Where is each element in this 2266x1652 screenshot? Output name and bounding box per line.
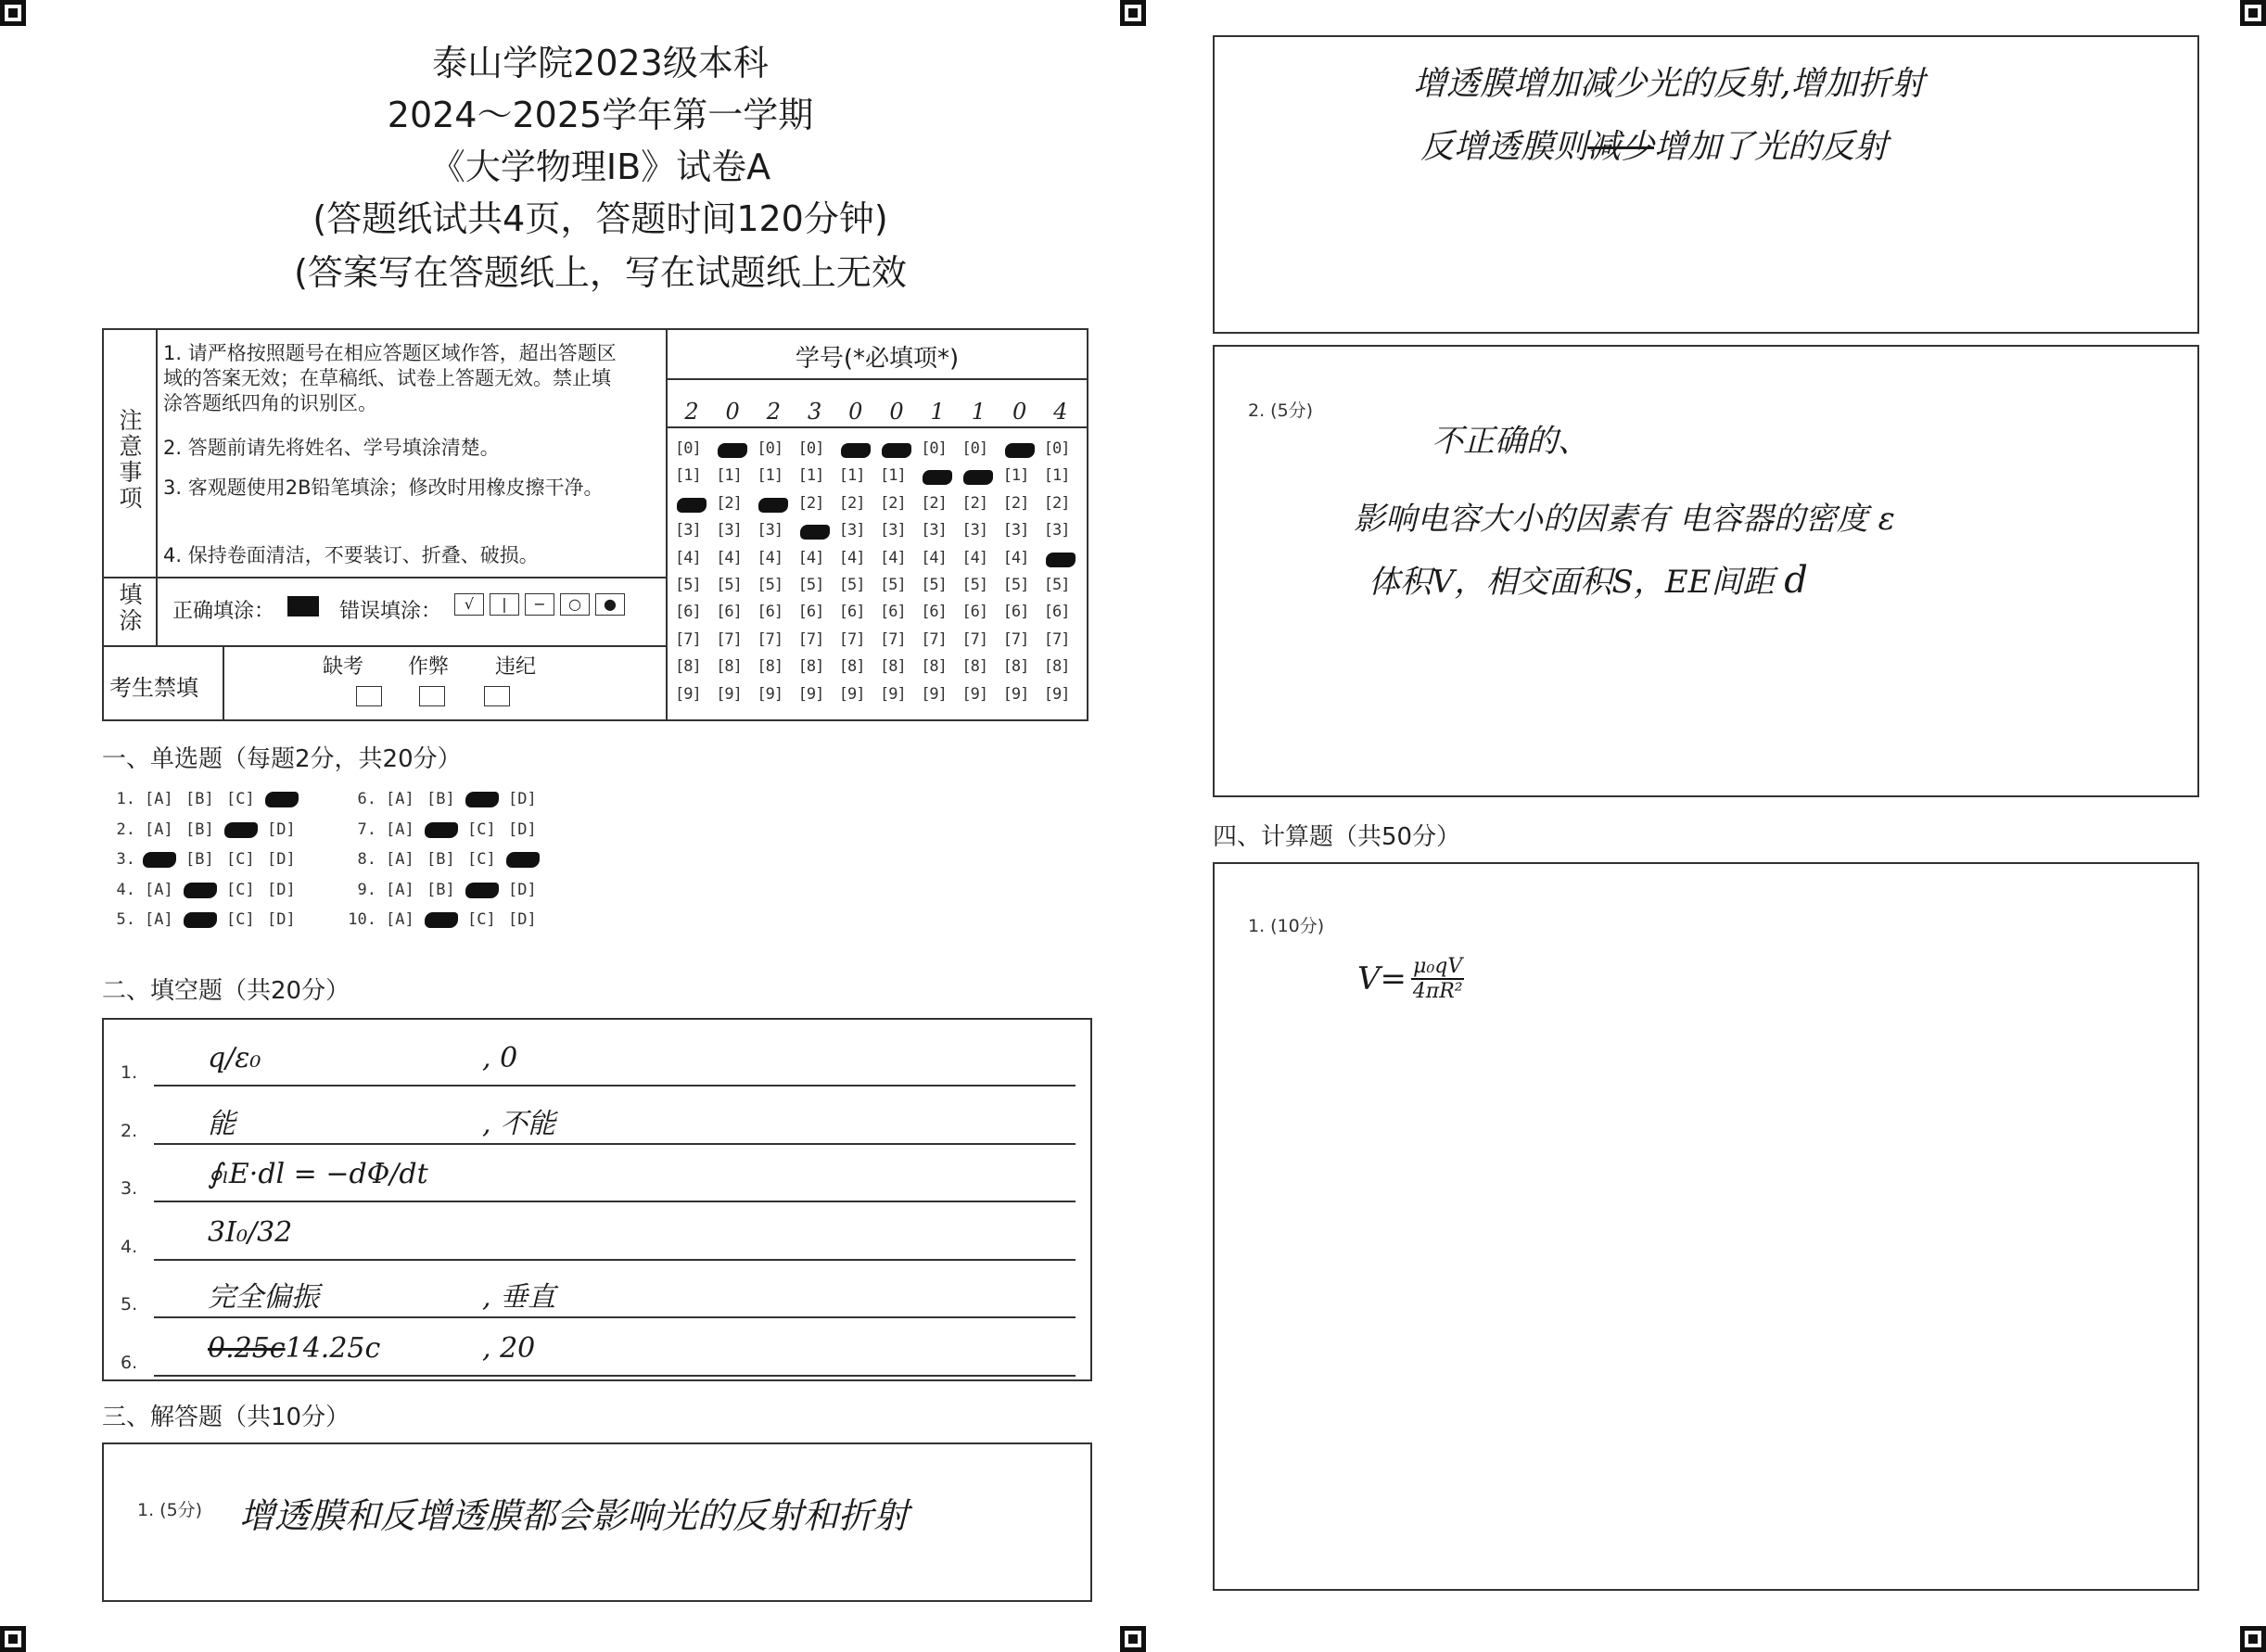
choice-question-number: 1. — [116, 790, 135, 808]
blank-underline — [154, 1143, 1076, 1145]
student-id-digit: 1 — [971, 399, 987, 425]
student-id-bubble[interactable]: [8] — [921, 657, 947, 677]
formula-numerator: μ₀qV — [1413, 955, 1463, 978]
header-line1: 泰山学院2023级本科 — [432, 43, 769, 83]
student-id-bubble[interactable]: [3] — [838, 521, 865, 540]
choice-option-bubble[interactable]: [D] — [508, 790, 537, 808]
choice-option-bubble[interactable] — [185, 881, 226, 899]
student-id-bubble[interactable]: [9] — [675, 684, 701, 704]
q2-line2-text: 影响电容大小的因素有 电容器的密度 — [1354, 501, 1868, 538]
student-id-bubble[interactable]: [6] — [961, 603, 988, 622]
corner-marker-top-mid — [1120, 0, 1146, 26]
student-id-digit: 0 — [848, 399, 863, 425]
choice-question-row — [343, 881, 549, 899]
student-id-bubble[interactable]: [5] — [1043, 576, 1070, 594]
student-id-bubble[interactable]: [3] — [675, 521, 701, 540]
choice-question-row — [102, 790, 308, 808]
choice-option-bubble[interactable] — [467, 790, 508, 808]
blank-answer-a — [208, 1158, 428, 1190]
choice-option-bubble[interactable]: [D] — [267, 910, 296, 929]
student-id-bubble[interactable]: [0] — [961, 439, 988, 458]
choice-option-bubble[interactable]: [D] — [508, 820, 537, 839]
student-id-bubble[interactable]: [0] — [1043, 439, 1070, 458]
student-id-title: 学号(*必填项*) — [795, 345, 960, 373]
box1-line2-tail: 增加了光的反射 — [1654, 128, 1889, 166]
student-id-bubble[interactable]: [7] — [838, 629, 865, 649]
choice-option-bubble[interactable]: [A] — [145, 880, 173, 899]
student-id-bubble[interactable]: [3] — [880, 521, 906, 540]
student-id-bubble[interactable]: [3] — [757, 521, 783, 540]
notice-item-4: 4. 保持卷面清洁，不要装订、折叠、破损。 — [163, 544, 539, 566]
prohibit-absent-box[interactable] — [356, 686, 382, 706]
student-id-bubble[interactable]: [6] — [757, 603, 783, 622]
student-id-bubble[interactable]: [8] — [1002, 657, 1029, 677]
blank-answer-a-text: 能 — [208, 1107, 236, 1140]
student-id-digit: 4 — [1053, 399, 1068, 425]
choice-question-number: 3. — [116, 850, 135, 869]
student-id-bubble[interactable]: [8] — [757, 657, 783, 677]
box1-line2-struck: 减少 — [1587, 128, 1655, 166]
choice-question-row — [102, 910, 308, 929]
blank-answer-a — [208, 1100, 236, 1141]
corner-marker-top-left — [0, 0, 26, 26]
choice-option-bubble[interactable]: [A] — [386, 880, 414, 899]
choice-option-bubble[interactable]: [D] — [267, 880, 296, 899]
student-id-bubble[interactable]: [1] — [880, 466, 906, 486]
student-id-bubble[interactable] — [961, 466, 987, 485]
student-id-bubble[interactable]: [0] — [797, 439, 824, 458]
blank-answer-b: , 0 — [482, 1042, 518, 1074]
student-id-bubble[interactable]: [5] — [838, 576, 865, 594]
choice-question-row — [102, 850, 308, 869]
choice-option-bubble[interactable] — [226, 820, 267, 839]
student-id-bubble[interactable]: [6] — [921, 603, 947, 622]
blank-answer-a-text: 3I₀/32 — [208, 1215, 293, 1249]
choice-question-number: 9. — [357, 880, 376, 899]
blank-answer-a-text: 14.25c — [285, 1331, 381, 1365]
student-id-bubble[interactable]: [6] — [716, 603, 742, 622]
choice-option-bubble[interactable]: [A] — [386, 910, 414, 929]
student-id-bubble[interactable]: [6] — [675, 603, 701, 622]
student-id-bubble[interactable]: [5] — [797, 576, 824, 594]
student-id-bubble[interactable]: [8] — [838, 657, 865, 677]
q2-line3-text: 体积V，相交面积S，EE间距 — [1369, 564, 1775, 601]
corner-marker-bottom-right — [2240, 1626, 2266, 1652]
blank-answer-b: , 20 — [482, 1331, 536, 1365]
student-id-bubble[interactable] — [1003, 439, 1029, 458]
choice-option-bubble[interactable]: [C] — [226, 850, 255, 869]
student-id-bubble[interactable]: [7] — [675, 629, 701, 649]
choice-question-row — [343, 910, 549, 929]
section-single-choice: 一、单选题（每题2分，共20分） — [102, 745, 462, 773]
wrong-fill-label: 错误填涂： — [339, 600, 442, 623]
blank-answer-a-text: 完全偏振 — [208, 1281, 319, 1314]
box1-line2-text: 反增透膜则 — [1420, 128, 1588, 166]
q2-line3-tail: d — [1784, 559, 1808, 602]
student-id-bubble[interactable]: [9] — [838, 684, 865, 704]
student-id-digit: 2 — [766, 399, 782, 425]
student-id-bubble[interactable]: [9] — [1043, 684, 1070, 704]
prohibit-violation: 违纪 — [495, 655, 537, 679]
choice-option-bubble[interactable]: [B] — [185, 820, 214, 839]
student-id-bubble[interactable]: [1] — [1002, 466, 1029, 486]
q2-line2-tail: ε — [1878, 501, 1895, 538]
header-line5: (答案写在答题纸上，写在试题纸上无效 — [294, 252, 907, 293]
choice-question-row — [343, 820, 549, 839]
blank-number: 3. — [121, 1178, 138, 1199]
choice-option-bubble[interactable] — [267, 790, 308, 808]
student-id-bubble[interactable]: [1] — [797, 466, 824, 486]
choice-option-bubble[interactable]: [B] — [185, 850, 214, 869]
student-id-bubble[interactable]: [2] — [961, 493, 988, 513]
calc-formula — [1357, 955, 1464, 1003]
choice-question-number: 4. — [116, 880, 135, 899]
section-short-answer: 三、解答题（共10分） — [102, 1404, 350, 1431]
header-line4: (答题纸试共4页，答题时间120分钟) — [312, 198, 888, 239]
corner-marker-bottom-left — [0, 1626, 26, 1652]
notice-item-3: 3. 客观题使用2B铅笔填涂；修改时用橡皮擦干净。 — [163, 477, 604, 499]
student-id-bubble[interactable]: [9] — [880, 684, 906, 704]
blank-number: 5. — [121, 1294, 138, 1315]
choice-option-bubble[interactable] — [426, 820, 467, 839]
calc-q1-num: 1. (10分) — [1248, 916, 1325, 936]
wrong-mark-dot: ● — [595, 593, 625, 616]
choice-question-number: 8. — [357, 850, 376, 869]
section-calculation: 四、计算题（共50分） — [1213, 823, 1461, 851]
correct-fill-sample — [287, 596, 319, 616]
student-id-bubble[interactable]: [5] — [675, 576, 701, 594]
student-id-bubble[interactable] — [839, 439, 865, 458]
student-id-bubble[interactable]: [1] — [757, 466, 783, 486]
student-id-bubble[interactable]: [7] — [1043, 629, 1070, 649]
student-id-bubble[interactable]: [6] — [1043, 603, 1070, 622]
blank-number: 1. — [121, 1062, 138, 1083]
choice-option-bubble[interactable]: [A] — [145, 910, 173, 929]
choice-option-bubble[interactable]: [A] — [145, 790, 173, 808]
choice-question-row — [102, 881, 308, 899]
choice-option-bubble[interactable] — [145, 850, 185, 869]
box1-line1-text: 增透膜增加减少光的反射 — [1413, 65, 1781, 103]
student-id-bubble[interactable]: [7] — [716, 629, 742, 649]
prohibit-label: 考生禁填 — [109, 675, 198, 701]
choice-option-bubble[interactable]: [C] — [467, 910, 496, 929]
student-id-bubble[interactable]: [4] — [921, 548, 947, 567]
student-id-bubble[interactable]: [4] — [1002, 548, 1029, 567]
q2-line3 — [1369, 556, 1808, 602]
student-id-bubble[interactable]: [5] — [880, 576, 906, 594]
choice-option-bubble[interactable]: [D] — [267, 820, 296, 839]
formula-lhs: V= — [1357, 960, 1407, 998]
blank-answer-a — [208, 1332, 380, 1365]
student-id-bubble[interactable]: [7] — [797, 629, 824, 649]
choice-option-bubble[interactable]: [C] — [226, 910, 255, 929]
student-id-bubble[interactable] — [675, 494, 701, 513]
notice-label: 注意事项 — [119, 407, 143, 512]
prohibit-cheat-box[interactable] — [419, 686, 445, 706]
student-id-bubble[interactable]: [2] — [838, 493, 865, 513]
choice-question-row — [343, 850, 549, 869]
student-id-bubble[interactable]: [9] — [757, 684, 783, 704]
student-id-bubble[interactable]: [7] — [757, 629, 783, 649]
notice-item-1: 1. 请严格按照题号在相应答题区域作答，超出答题区域的答案无效；在草稿纸、试卷上答题无效。禁止填涂答题纸四角的识别区。 — [163, 342, 617, 414]
choice-option-bubble[interactable]: [A] — [145, 820, 173, 839]
student-id-bubble[interactable]: [6] — [1002, 603, 1029, 622]
prohibit-violation-box[interactable] — [484, 686, 510, 706]
choice-option-bubble[interactable]: [C] — [226, 880, 255, 899]
student-id-bubble[interactable]: [8] — [1043, 657, 1070, 677]
choice-option-bubble[interactable]: [C] — [467, 820, 496, 839]
short-answer-qnum: 1. (5分) — [137, 1500, 203, 1520]
section-fill-blank: 二、填空题（共20分） — [102, 977, 350, 1005]
student-id-bubble[interactable]: [9] — [1002, 684, 1029, 704]
header-line2: 2024～2025学年第一学期 — [387, 95, 814, 135]
student-id-bubble[interactable]: [1] — [675, 466, 701, 486]
student-id-bubble[interactable]: [4] — [797, 548, 824, 567]
student-id-bubble[interactable]: [8] — [675, 657, 701, 677]
student-id-bubble[interactable]: [0] — [921, 439, 947, 458]
choice-option-bubble[interactable]: [A] — [386, 790, 414, 808]
student-id-bubble[interactable]: [1] — [716, 466, 742, 486]
student-id-bubble[interactable]: [3] — [961, 521, 988, 540]
choice-option-bubble[interactable] — [467, 881, 508, 899]
student-id-bubble[interactable]: [6] — [880, 603, 906, 622]
student-id-bubble[interactable] — [921, 466, 947, 485]
student-id-bubble[interactable]: [3] — [921, 521, 947, 540]
choice-option-bubble[interactable]: [B] — [426, 850, 455, 869]
student-id-bubble[interactable]: [0] — [675, 439, 701, 458]
student-id-bubble[interactable]: [7] — [880, 629, 906, 649]
blank-underline — [154, 1085, 1076, 1087]
student-id-bubble[interactable]: [0] — [757, 439, 783, 458]
short-answer-text: 增透膜和反增透膜都会影响光的反射和折射 — [239, 1495, 910, 1536]
student-id-bubble[interactable]: [8] — [961, 657, 988, 677]
student-id-bubble[interactable]: [9] — [797, 684, 824, 704]
student-id-digit: 2 — [684, 399, 699, 425]
choice-option-bubble[interactable] — [185, 910, 226, 929]
student-id-bubble[interactable]: [4] — [675, 548, 701, 567]
student-id-bubble[interactable]: [4] — [716, 548, 742, 567]
student-id-bubble[interactable] — [757, 494, 783, 513]
wrong-mark-check: √ — [454, 593, 484, 616]
student-id-bubble[interactable]: [2] — [1043, 493, 1070, 513]
blank-underline — [154, 1259, 1076, 1261]
student-id-bubble[interactable]: [3] — [1002, 521, 1029, 540]
student-id-bubble[interactable] — [798, 521, 824, 540]
q2-line2 — [1354, 493, 1895, 539]
wrong-mark-dash: − — [525, 593, 554, 616]
choice-option-bubble[interactable]: [D] — [508, 910, 537, 929]
correct-fill-label: 正确填涂： — [172, 600, 275, 623]
q2-line1: 不正确的、 — [1432, 423, 1589, 460]
fill-label: 填涂 — [119, 581, 143, 634]
box1-line2 — [1420, 121, 1888, 168]
student-id-bubble[interactable] — [1044, 549, 1070, 567]
student-id-bubble[interactable]: [7] — [961, 629, 988, 649]
wrong-mark-circle: ○ — [560, 593, 590, 616]
student-id-digit: 0 — [725, 399, 740, 425]
blank-underline — [154, 1316, 1076, 1318]
student-id-bubble[interactable]: [3] — [716, 521, 742, 540]
corner-marker-bottom-mid — [1120, 1626, 1146, 1652]
student-id-bubble[interactable]: [3] — [1043, 521, 1070, 540]
student-id-bubble[interactable] — [716, 439, 742, 458]
choice-option-bubble[interactable]: [B] — [426, 790, 455, 808]
choice-option-bubble[interactable]: [A] — [386, 850, 414, 869]
choice-option-bubble[interactable]: [D] — [508, 880, 537, 899]
choice-question-number: 6. — [357, 790, 376, 808]
student-id-digit: 0 — [889, 399, 904, 425]
student-id-bubble[interactable]: [7] — [921, 629, 947, 649]
student-id-digit: 1 — [930, 399, 945, 425]
student-id-bubble[interactable]: [5] — [921, 576, 947, 594]
notice-item-2: 2. 答题前请先将姓名、学号填涂清楚。 — [163, 437, 500, 459]
choice-option-bubble[interactable]: [B] — [426, 880, 455, 899]
header-line3: 《大学物理IB》试卷A — [429, 146, 771, 187]
student-id-bubble[interactable]: [2] — [921, 493, 947, 513]
blank-answer-a-text: q/ε₀ — [208, 1042, 261, 1074]
choice-question-row — [343, 790, 549, 808]
prohibit-cheat: 作弊 — [408, 655, 450, 679]
student-id-bubble[interactable]: [5] — [757, 576, 783, 594]
choice-option-bubble[interactable]: [C] — [226, 790, 255, 808]
student-id-bubble[interactable]: [1] — [1043, 466, 1070, 486]
choice-option-bubble[interactable]: [D] — [267, 850, 296, 869]
choice-option-bubble[interactable]: [B] — [185, 790, 214, 808]
student-id-bubble[interactable]: [5] — [1002, 576, 1029, 594]
wrong-mark-bar: | — [490, 593, 519, 616]
blank-answer-a — [208, 1216, 292, 1249]
student-id-bubble[interactable]: [8] — [797, 657, 824, 677]
choice-option-bubble[interactable]: [A] — [386, 820, 414, 839]
student-id-bubble[interactable]: [4] — [880, 548, 906, 567]
student-id-digit: 0 — [1012, 399, 1027, 425]
choice-question-number: 10. — [348, 910, 376, 929]
student-id-bubble[interactable]: [5] — [716, 576, 742, 594]
choice-option-bubble[interactable]: [C] — [467, 850, 496, 869]
box1-line1: 增透膜增加减少光的反射,增加折射 — [1413, 65, 1925, 103]
student-id-bubble[interactable]: [4] — [961, 548, 988, 567]
prohibit-absent: 缺考 — [323, 655, 364, 679]
box1-line1-tail: 增加折射 — [1790, 65, 1925, 103]
student-id-bubble[interactable]: [8] — [716, 657, 742, 677]
blank-number: 6. — [121, 1352, 138, 1373]
q2-num: 2. (5分) — [1248, 400, 1314, 421]
corner-marker-top-right — [2240, 0, 2266, 26]
choice-question-row — [102, 820, 308, 839]
student-id-bubble[interactable]: [9] — [716, 684, 742, 704]
blank-underline — [154, 1201, 1076, 1202]
student-id-bubble[interactable]: [2] — [797, 493, 824, 513]
blank-answer-b: , 垂直 — [482, 1281, 556, 1314]
student-id-bubble[interactable]: [9] — [921, 684, 947, 704]
choice-option-bubble[interactable] — [426, 910, 467, 929]
student-id-bubble[interactable] — [880, 439, 906, 458]
choice-question-number: 7. — [357, 820, 376, 839]
student-id-bubble[interactable]: [2] — [880, 493, 906, 513]
student-id-bubble[interactable]: [2] — [716, 493, 742, 513]
choice-question-number: 2. — [116, 820, 135, 839]
student-id-bubble[interactable]: [9] — [961, 684, 988, 704]
blank-answer-a-text: ∮ₗE·dl = −dΦ/dt — [208, 1158, 428, 1190]
blank-answer-a — [208, 1042, 261, 1074]
blank-answer-a — [208, 1274, 319, 1315]
blank-number: 4. — [121, 1236, 138, 1257]
student-id-bubble[interactable]: [4] — [838, 548, 865, 567]
blank-number: 2. — [121, 1120, 138, 1141]
formula-denominator: 4πR² — [1412, 980, 1463, 1003]
student-id-bubble[interactable]: [4] — [757, 548, 783, 567]
student-id-digit: 3 — [807, 399, 822, 425]
blank-answer-struck: 0.25c — [208, 1331, 286, 1365]
student-id-bubble[interactable]: [1] — [838, 466, 865, 486]
student-id-bubble[interactable]: [7] — [1002, 629, 1029, 649]
blank-answer-b: , 不能 — [482, 1107, 556, 1140]
student-id-bubble[interactable]: [5] — [961, 576, 988, 594]
student-id-bubble[interactable]: [6] — [838, 603, 865, 622]
choice-question-number: 5. — [116, 910, 135, 929]
wrong-fill-marks — [454, 593, 625, 616]
student-id-bubble[interactable]: [6] — [797, 603, 824, 622]
student-id-bubble[interactable]: [2] — [1002, 493, 1029, 513]
student-id-bubble[interactable]: [8] — [880, 657, 906, 677]
blank-underline — [154, 1375, 1076, 1377]
choice-option-bubble[interactable] — [508, 850, 549, 869]
